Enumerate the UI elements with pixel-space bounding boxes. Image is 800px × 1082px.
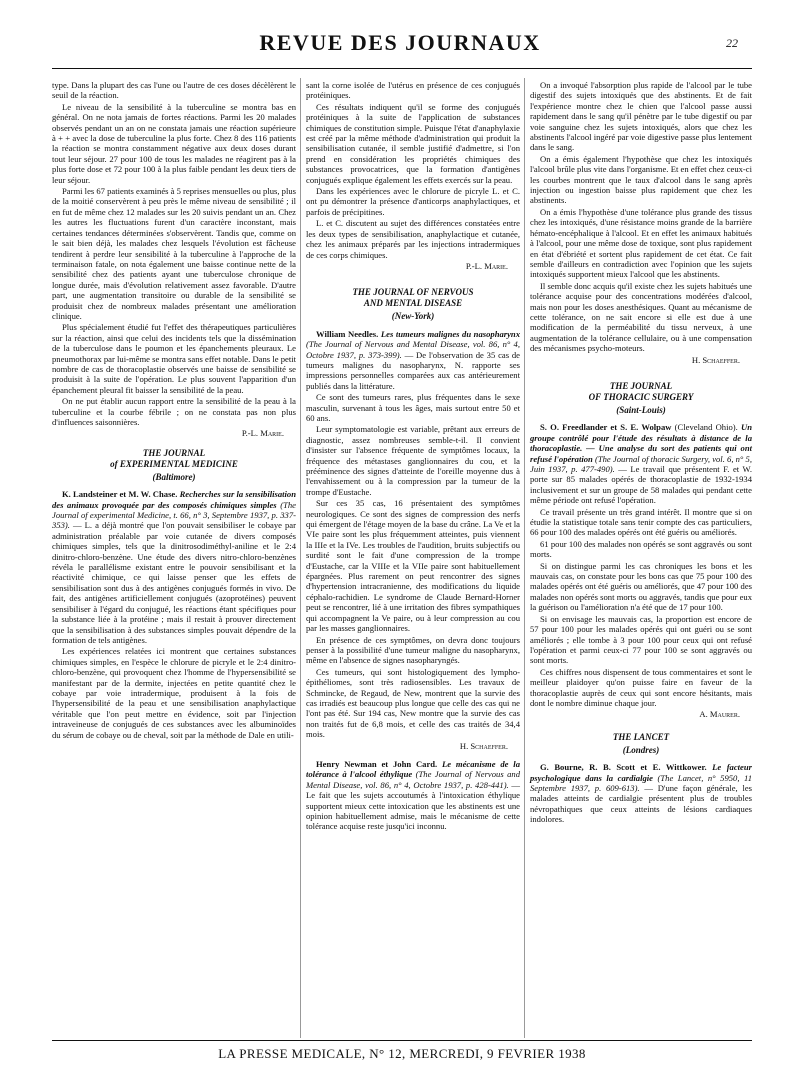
section-heading: [530, 381, 752, 403]
paragraph: Ce sont des tumeurs rares, plus fréquentes dans le sexe masculin, survenant à tous les âges, mais surtout entre 50 et 60 ans.: [306, 392, 520, 423]
paragraph: Le niveau de la sensibilité à la tuberculine se montra bas en général. On ne nota jamais de fortes réactions. Parmi les 20 malades observés pendant un an on ne constata jamais une réaction supérieure à + + avec la dose de tuberculine la plus forte. Chez 8 des 116 patients la réaction se montra constamment négative aux deux doses durant tout leur séjour. 27 pour 100 de tous les malades ne réagirent pas à la plus forte dose et 72 pour 100 à la plus faible pendant les deux tiers de leur séjour.: [52, 101, 296, 185]
journal-name: THE JOURNAL: [609, 380, 673, 391]
paragraph: Si on distingue parmi les cas chroniques les bons et les mauvais cas, on constate pour les bons cas que 75 pour 100 des malades opérés ont été guéris ou améliorés, que 47 pour 100 des malades non opérés sont morts ou aggravés, tandis que pour eux la guérison ou l'amélioration n'a été que de 17 pour 100.: [530, 560, 752, 613]
journal-place: (New-York): [391, 311, 435, 322]
journal-name: of EXPERIMENTAL MEDICINE: [110, 458, 238, 469]
paragraph: Ces résultats indiquent qu'il se forme des conjugués protéiniques à la suite de l'application de substances chimiques de constitution simple. Puisque l'état d'anaphylaxie est créé par la même méthode d'administration qui produit la sensibilisation cutanée, il semble justifié d'admettre, si l'on prend en considération les propriétés chimiques des substances provocatrices, que la formation d'antigènes conjugués explique également les effets exercés sur la peau.: [306, 101, 520, 185]
article-abstract: [52, 489, 296, 645]
column-2: [306, 80, 520, 833]
article-citation: (The Journal of Nervous and Mental Disease, vol. 86, n° 4, Octobre 1937, p. 428-441).: [306, 769, 520, 790]
paragraph: Parmi les 67 patients examinés à 5 reprises mensuelles ou plus, plus de la moitié conservèrent à peu près le même niveau de sensibilité ; il en fut de même chez 12 malades sur les 20 suivis pendant un an. Chez les autres les fluctuations furent d'un caractère inconstant, mais certaines tendances déterminées s'observèrent. Tandis que, comme on le sait bien déjà, les malades chez lesquels l'évolution est fâcheuse tendirent à perdre leur sensibilité à la tuberculine à l'approche de la terminaison fatale, on nota également une baisse continue nette de la sensibilité chez des patients ayant une tuberculose chronique de longue durée, mais d'évolution relativement assez favorable. D'autre part, une augmentation transitoire ou durable de la sensibilité se produisit chez de nombreux malades présentant une amélioration clinique.: [52, 186, 296, 321]
paragraph: Sur ces 35 cas, 16 présentaient des symptômes neurologiques. Ce sont des signes de compression des nerfs qui émergent de l'étage moyen de la base du crâne. La Ve et la VIe paire sont les plus fréquemment atteintes, puis viennent la IIIe et la IVe. Les troubles de l'audition, bruits subjectifs ou surdité sont le fait d'une compression de la trompe d'Eustache, car la VIIIe et la VIIe paire sont habituellement épargnées. Plus rarement on peut rencontrer des signes d'hypertension intracranienne, des modifications du liquide céphalo-rachidien. Le syndrome de Claude Bernard-Horner peut se rencontrer, lié à une irritation des fibres sympathiques qui accompagnent la Ve paire, ou à leur compression au cou par les masses ganglionnaires.: [306, 498, 520, 634]
section-heading: THE LANCET: [612, 731, 670, 742]
journal-name: AND MENTAL DISEASE: [363, 298, 463, 309]
article-title: Le facteur psychologique dans la cardialgie: [530, 762, 752, 783]
journal-place: (Baltimore): [152, 471, 196, 482]
article-text: — L. a déjà montré que l'on pouvait sensibiliser le cobaye par administration préalable par voie cutanée de divers composés chimiques simples, tels que la dinitrosodiméthyl-aniline et le 2:4 dinitro-chloro-benzène. Une étude des divers nitro-chloro-benzènes révéla le parallélisme existant entre le pouvoir sensibilisant et la réactivité chimique, ce qui laisse penser que les effets de sensibilisation sont dus à des antigènes conjugués formés in vivo. De fait, des antigènes artificiellement conjugués (azoprotéines) peuvent sensibiliser à l'égard du conjugué, les réactions étant spécifiques pour la substance liée à la protéine ; mais il restait à prouver directement que la sensibilisation à des substances simples pouvait dépendre de la formation de tels antigènes.: [52, 520, 296, 645]
article-abstract: [306, 759, 520, 832]
column-1: [52, 80, 296, 741]
paragraph: Ces tumeurs, qui sont histologiquement des lympho-épithéliomes, sont très radiosensibles. Les travaux de Schmincke, de Regaud, de New, montrent que la survie des cas irradiés est beaucoup plus longue que celle des cas qui ne l'ont pas été. Sur 194 cas, New montre que la survie des cas non traités fut de 6,8 mois, et celle des cas traités de 34,4 mois.: [306, 666, 520, 740]
page-header: [0, 30, 800, 60]
paragraph: On a émis également l'hypothèse que chez les intoxiqués l'alcool brûle plus vite dans l'organisme. Et en effet chez ceux-ci les courbes montrent que le taux d'alcool dans le sang après injection ou ingestion baisse plus rapidement que chez les abstinents.: [530, 153, 752, 206]
paragraph: Plus spécialement étudié fut l'effet des thérapeutiques particulières sur la réaction, ainsi que celui des incidents tels que la dissémination de la tuberculose dans le poumon et les épanchements pleuraux. Le pneumothorax par lui-même se montra sans effet notable. Dans le petit nombre de cas de thoracoplastie observés une baisse de sensibilité se produisit à la suite de l'opération. Le plus souvent l'apparition d'un épanchement pleural fit baisser la sensibilité de la peau.: [52, 322, 296, 395]
page-number: 22: [726, 36, 738, 50]
paragraph: Les expériences relatées ici montrent que certaines substances chimiques simples, en l'espèce le chlorure de picryle et le 2:4 dinitro-chloro-benzène, qui provoquent chez l'homme de l'hypersensibilité se manifestant par de la dermite, injectées en petite quantité chez le cobaye par voie intradermique, produisent à la fois de l'hypersensibilité de la peau et une sensibilisation anaphylactique véritable que l'on peut mettre en évidence, soit par l'injection intraveineuse de conjugués de ces substances avec les albuminoïdes du sérum de cobaye ou de cheval, soit par la méthode de Dale en utili-: [52, 646, 296, 740]
paragraph: 61 pour 100 des malades non opérés se sont aggravés ou sont morts.: [530, 538, 752, 560]
article-title: Le mécanisme de la tolérance à l'alcool éthylique: [306, 758, 520, 780]
paragraph: Si on envisage les mauvais cas, la proportion est encore de 57 pour 100 pour les malades opérés qui ont guéri ou se sont améliorés ; elle tombe à 3 pour 100 pour ceux qui ont refusé l'opération et parmi ceux-ci 77 pour 100 se sont aggravés ou sont morts.: [530, 613, 752, 666]
journal-name: OF THORACIC SURGERY: [588, 391, 694, 402]
paragraph: On a émis l'hypothèse d'une tolérance plus grande des tissus chez les intoxiqués, d'une résistance moins grande de la barrière hémato-encéphalique à l'alcool. Et en effet les animaux habitués à l'alcool, pour une même dose de toxique, sont plus rapidement en état d'ébriété et sortent plus rapidement de cet état. Ce fait semble d'ailleurs en contradiction avec l'opinion que les sujets intoxiqués supportent mieux l'alcool que les abstinents.: [530, 206, 752, 280]
paragraph: sant la corne isolée de l'utérus en présence de ces conjugués protéiniques.: [306, 80, 520, 101]
section-heading: [306, 287, 520, 309]
column-3: [530, 80, 752, 826]
paragraph: type. Dans la plupart des cas l'une ou l'autre de ces doses décèlèrent le seuil de la réaction.: [52, 80, 296, 101]
author-location: (Cleveland Ohio).: [674, 422, 738, 433]
paragraph: On ne put établir aucun rapport entre la sensibilité de la peau à la tuberculine et la courbe fébrile ; on ne constata pas non plus d'influences saisonnières.: [52, 396, 296, 427]
paragraph: Il semble donc acquis qu'il existe chez les sujets habitués une tolérance acquise pour des concentrations modérées d'alcool, mais non pour les doses anesthésiques. Quant au mécanisme de cette tolérance, on ne sait encore si elle est due à une modification de la perméabilité du tissu nerveux, à une augmentation de la tolérance cellulaire, ou à une compensation des mécanismes psycho-moteurs.: [530, 280, 752, 354]
signature: H. Schaeffer.: [691, 354, 740, 365]
column-divider: [300, 78, 301, 1038]
article-text: — De l'observation de 35 cas de tumeurs malignes du nasopharynx, N. rapporte ses impressions personnelles comparées aux cas antérieurement publiés dans la littérature.: [306, 349, 520, 391]
article-authors: G. Bourne, R. B. Scott et E. Wittkower.: [540, 762, 707, 773]
article-citation: (The Journal of thoracic Surgery, vol. 6, n° 5, Juin 1937, p. 477-490).: [530, 453, 752, 474]
article-citation: (The Lancet, n° 5950, 11 Septembre 1937, p. 609-613).: [530, 772, 752, 793]
article-authors: William Needles.: [316, 328, 379, 339]
article-abstract: [530, 762, 752, 824]
paragraph: On a invoqué l'absorption plus rapide de l'alcool par le tube digestif des sujets intoxiqués que des abstinents. Et de fait l'expérience montre chez le chien que l'alcool passe aussi rapidement dans le sang qu'il pénètre par le tube digestif ou par voie sanguine chez les sujets intoxiqués, alors que chez les abstinents l'alcool ingéré par voie digestive passe plus lentement dans le sang.: [530, 80, 752, 153]
journal-place: (Londres): [622, 744, 660, 755]
page-footer: LA PRESSE MEDICALE, N° 12, MERCREDI, 9 FEVRIER 1938: [218, 1046, 586, 1061]
article-text: — Le travail que présentent F. et W. porte sur 85 malades opérés de thoracoplastie de 1932-1934 inclusivement et sur un groupe de 58 malades qui pendant cette même période ont refusé l'opération.: [530, 464, 752, 506]
paragraph: L. et C. discutent au sujet des différences constatées entre les deux types de sensibilisation, anaphylactique et cutanée, chez les animaux préparés par les injections intradermiques de ces corps chimiques.: [306, 218, 520, 260]
footer-rule: [52, 1040, 752, 1041]
journal-name: THE JOURNAL OF NERVOUS: [352, 287, 474, 298]
article-citation: (The Journal of experimental Medicine, t. 66, n° 3, Septembre 1937, p. 337-353).: [52, 499, 296, 531]
article-title: Recherches sur la sensibilisation des animaux provoquée par des composés chimiques simples: [52, 489, 296, 510]
signature: H. Schaeffer.: [459, 740, 508, 751]
signature: P.-L. Marie.: [465, 260, 508, 271]
column-divider: [524, 78, 525, 1038]
paragraph: Dans les expériences avec le chlorure de picryle L. et C. ont pu démontrer la présence d'anticorps anaphylactiques, et parfois de précipitines.: [306, 186, 520, 217]
paragraph: Ces chiffres nous dispensent de tous commentaires et sont le meilleur plaidoyer qu'on puisse faire en faveur de la thoracoplastie auprès de ceux qui sont encore hésitants, mais dont le nombre diminue chaque jour.: [530, 666, 752, 708]
journal-name: THE JOURNAL: [142, 447, 206, 458]
paragraph: Leur symptomatologie est variable, prêtant aux erreurs de diagnostic, assez nombreuses semble-t-il. Il convient d'insister sur l'absence fréquente de symptômes locaux, la fréquence des métastases ganglionnaires du cou, et la prééminence des signes d'atteinte de l'oreille moyenne dus à l'envahissement ou à la compression par la tumeur de la trompe d'Eustache.: [306, 424, 520, 497]
article-authors: K. Landsteiner et M. W. Chase.: [62, 489, 178, 500]
article-title: Les tumeurs malignes du nasopharynx: [380, 328, 521, 339]
journal-place: (Saint-Louis): [616, 404, 666, 415]
article-abstract: [530, 422, 752, 505]
running-title: REVUE DES JOURNAUX: [259, 30, 541, 55]
section-heading: [52, 448, 296, 470]
paragraph: Ce travail présente un très grand intérêt. Il montre que si on étudie la statistique totale sans tenir compte des cas particuliers, 66 pour 100 des malades opérés ont été guéris ou améliorés.: [530, 506, 752, 538]
signature: A. Maurer.: [699, 709, 740, 720]
article-text: — Le fait que les sujets accoutumés à l'intoxication éthylique supportent mieux cette intoxication que les abstinents est une opinion habituellement admise, mais le mécanisme de cette tolérance acquise reste jusqu'ici inconnu.: [306, 779, 520, 832]
article-authors: Henry Newman et John Card.: [316, 758, 438, 769]
signature: P.-L. Marie.: [241, 428, 284, 439]
article-authors: S. O. Freedlander et S. E. Wolpaw: [540, 422, 672, 433]
article-citation: (The Journal of Nervous and Mental Disease, vol. 86, n° 4, Octobre 1937, p. 373-399).: [306, 339, 520, 360]
article-abstract: [306, 329, 520, 391]
article-text: — D'une façon générale, les malades atteints de cardialgie présentent plus de troubles névropathiques que ceux atteints de lésions cardiaques indolores.: [530, 782, 752, 825]
article-title: Un groupe contrôlé pour l'étude des résultats à distance de la thoracoplastie. — Une analyse du sort des patients qui ont refusé l'opération: [530, 422, 752, 464]
header-rule: [52, 68, 752, 69]
paragraph: En présence de ces symptômes, on devra donc toujours penser à la possibilité d'une tumeur maligne du nasopharynx, même en l'absence de signes nasopharyngés.: [306, 634, 520, 666]
